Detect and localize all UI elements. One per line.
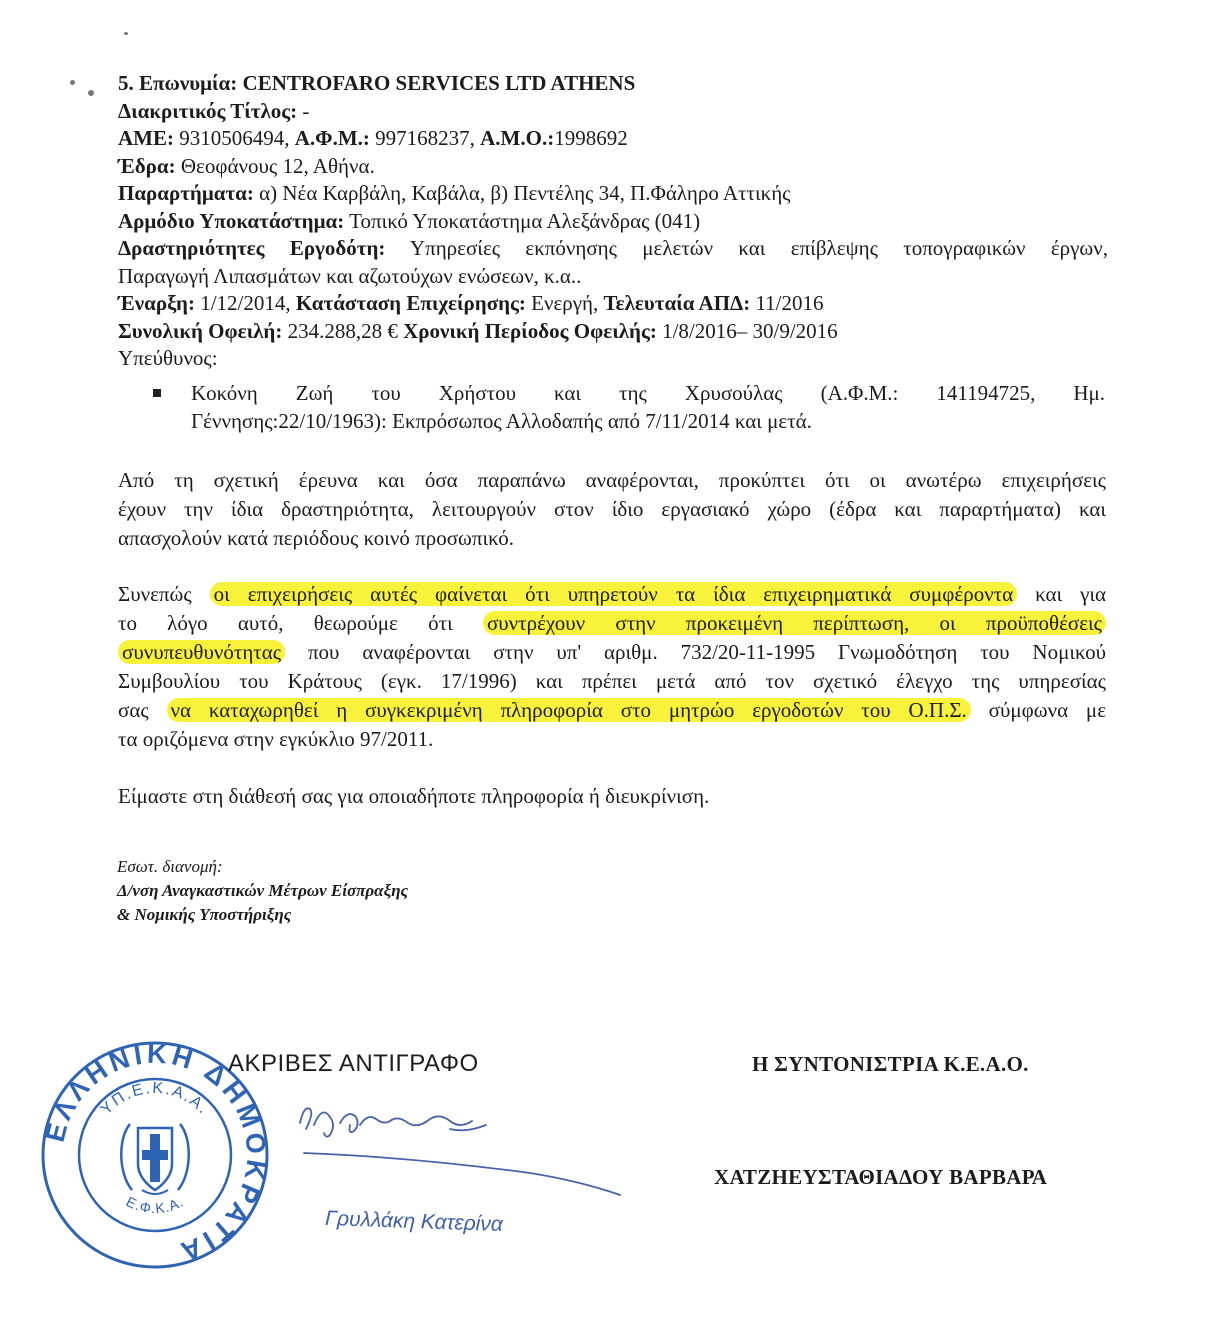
responsible-person [191,380,1105,435]
findings-line-2: έχουν την ίδια δραστηριότητα, λειτουργούν στον ίδιο εργασιακό χώρο (έδρα και παραρτήματα) και [118,497,1106,521]
conclusion-line-1 [118,580,1106,609]
debt-period-value: 1/8/2016– 30/9/2016 [662,318,838,343]
responsible-line-2: Γέννησης:22/10/1963): Εκπρόσωπος Αλλοδαπής από 7/11/2014 και μετά. [191,408,812,433]
activities-value-1: Υπηρεσίες εκπόνησης μελετών και επίβλεψης τοπογραφικών έργων, [409,236,1108,260]
conclusion-text: και για [1035,582,1107,606]
conclusion-text: σύμφωνα με [988,698,1107,722]
status-value: Ενεργή, [531,291,599,315]
conclusion-text: Συνεπώς [118,582,192,606]
branch-office-line [118,208,1108,236]
closing-line: Είμαστε στη διάθεσή σας για οποιαδήποτε πληροφορία ή διευκρίνιση. [118,784,710,808]
debt-period-label: Χρονική Περίοδος Οφειλής: [403,318,657,343]
findings-line-1: Από τη σχετική έρευνα και όσα παραπάνω αναφέρονται, προκύπτει ότι οι ανωτέρω επιχειρήσεις [118,468,1106,492]
conclusion-line-3 [118,638,1106,667]
conclusion-paragraph [118,580,1106,754]
findings-paragraph [118,466,1106,553]
activities-line-2 [118,263,1108,291]
branches-line [118,180,1108,208]
seat-line [118,153,1108,181]
last-apd-value: 11/2016 [755,291,824,315]
branch-office-label: Αρμόδιο Υποκατάστημα: [118,208,345,233]
internal-distribution-label: Εσωτ. διανομή: [117,857,223,876]
conclusion-line-2 [118,609,1106,638]
status-label: Κατάσταση Επιχείρησης: [295,291,526,315]
start-status-line [118,290,1108,318]
internal-distribution-dept-2: & Νομικής Υποστήριξης [117,905,292,924]
handwritten-signature [290,1095,630,1205]
start-value: 1/12/2014, [200,291,291,315]
highlighted-text: να καταχωρηθεί η συγκεκριμένη πληροφορία στο μητρώο εργοδοτών του Ο.Π.Σ. [167,698,971,722]
entry-name-line [118,70,1108,98]
debt-line [118,318,1108,346]
activities-label: Δραστηριότητες Εργοδότη: [118,236,386,260]
amo-value: 1998692 [554,126,628,150]
responsible-line-1: Κοκόνη Ζωή του Χρήστου και της Χρυσούλας (Α.Φ.Μ.: 141194725, Ημ. [191,381,1105,405]
stamp-inner-bottom-text: Ε.Φ.Κ.Α. [123,1193,187,1217]
responsible-label: Υπεύθυνος: [118,346,218,370]
conclusion-text: σας [118,698,149,722]
responsible-label-line [118,345,1108,373]
stamp-outer-text: ΕΛΛΗΝΙΚΗ ΔΗΜΟΚΡΑΤΙΑ [39,1038,272,1268]
seat-label: Έδρα: [118,153,176,178]
conclusion-line-6: τα οριζόμενα στην εγκύκλιο 97/2011. [118,727,434,751]
amo-label: Α.Μ.Ο.: [480,126,555,150]
branches-label: Παραρτήματα: [118,181,254,205]
conclusion-text: το λόγο αυτό, θεωρούμε ότι [118,611,453,635]
conclusion-line-5 [118,696,1106,725]
closing-paragraph [118,782,1106,811]
ame-label: ΑΜΕ: [118,126,174,150]
square-bullet-icon [153,389,161,397]
conclusion-text: που αναφέρονται στην υπ' αριθμ. 732/20-11-1995 Γνωμοδότηση του Νομικού [307,640,1107,664]
entry-company-name: CENTROFARO SERVICES LTD ATHENS [242,71,636,95]
highlighted-text: οι επιχειρήσεις αυτές φαίνεται ότι υπηρετούν τα ίδια επιχειρηματικά συμφέροντα [210,582,1018,606]
entry-number-label: 5. Επωνυμία: [118,71,238,95]
activities-line [118,235,1108,263]
branches-value: α) Νέα Καρβάλη, Καβάλα, β) Πεντέλης 34, Π.Φάληρο Αττικής [259,181,791,205]
activities-value-2: Παραγωγή Λιπασμάτων και αζωτούχων ενώσεων, κ.α.. [118,263,582,288]
highlighted-text: συνυπευθυνότητας [118,640,285,664]
total-debt-label: Συνολική Οφειλή: [118,318,283,343]
conclusion-line-4: Συμβουλίου του Κράτους (εγκ. 17/1996) και πρέπει μετά από τον σχετικό έλεγχο της υπηρεσίας [118,669,1106,693]
findings-line-3: απασχολούν κατά περιόδους κοινό προσωπικό. [118,526,514,550]
seat-value: Θεοφάνους 12, Αθήνα. [180,153,375,178]
stamp-inner-top-text: ΥΠ.Ε.Κ.Α.Α. [97,1079,213,1119]
coordinator-title: Η ΣΥΝΤΟΝΙΣΤΡΙΑ Κ.Ε.Α.Ο. [752,1052,1029,1076]
employer-entry [118,70,1108,373]
signer-name: Γρυλλάκη Κατερίνα [324,1206,504,1237]
highlighted-text: συντρέχουν στην προκειμένη περίπτωση, οι προϋποθέσεις [483,611,1106,635]
distinctive-title-value: - [302,98,310,123]
internal-distribution [117,855,408,927]
registry-numbers-line [118,125,1108,153]
distinctive-title-label: Διακριτικός Τίτλος: [118,98,298,123]
last-apd-label: Τελευταία ΑΠΔ: [603,291,751,315]
total-debt-value: 234.288,28 € [287,318,398,343]
distinctive-title-line [118,98,1108,126]
branch-office-value: Τοπικό Υποκατάστημα Αλεξάνδρας (041) [349,208,701,233]
afm-label: Α.Φ.Μ.: [294,126,370,150]
afm-value: 997168237, [375,126,475,150]
coordinator-name: ΧΑΤΖΗΕΥΣΤΑΘΙΑΔΟΥ ΒΑΡΒΑΡΑ [714,1165,1048,1189]
certified-copy-label: ΑΚΡΙΒΕΣ ΑΝΤΙΓΡΑΦΟ [228,1050,479,1077]
coat-of-arms-icon [121,1124,189,1194]
start-label: Έναρξη: [118,291,195,315]
internal-distribution-dept-1: Δ/νση Αναγκαστικών Μέτρων Είσπραξης [117,881,409,900]
ame-value: 9310506494, [179,126,290,150]
